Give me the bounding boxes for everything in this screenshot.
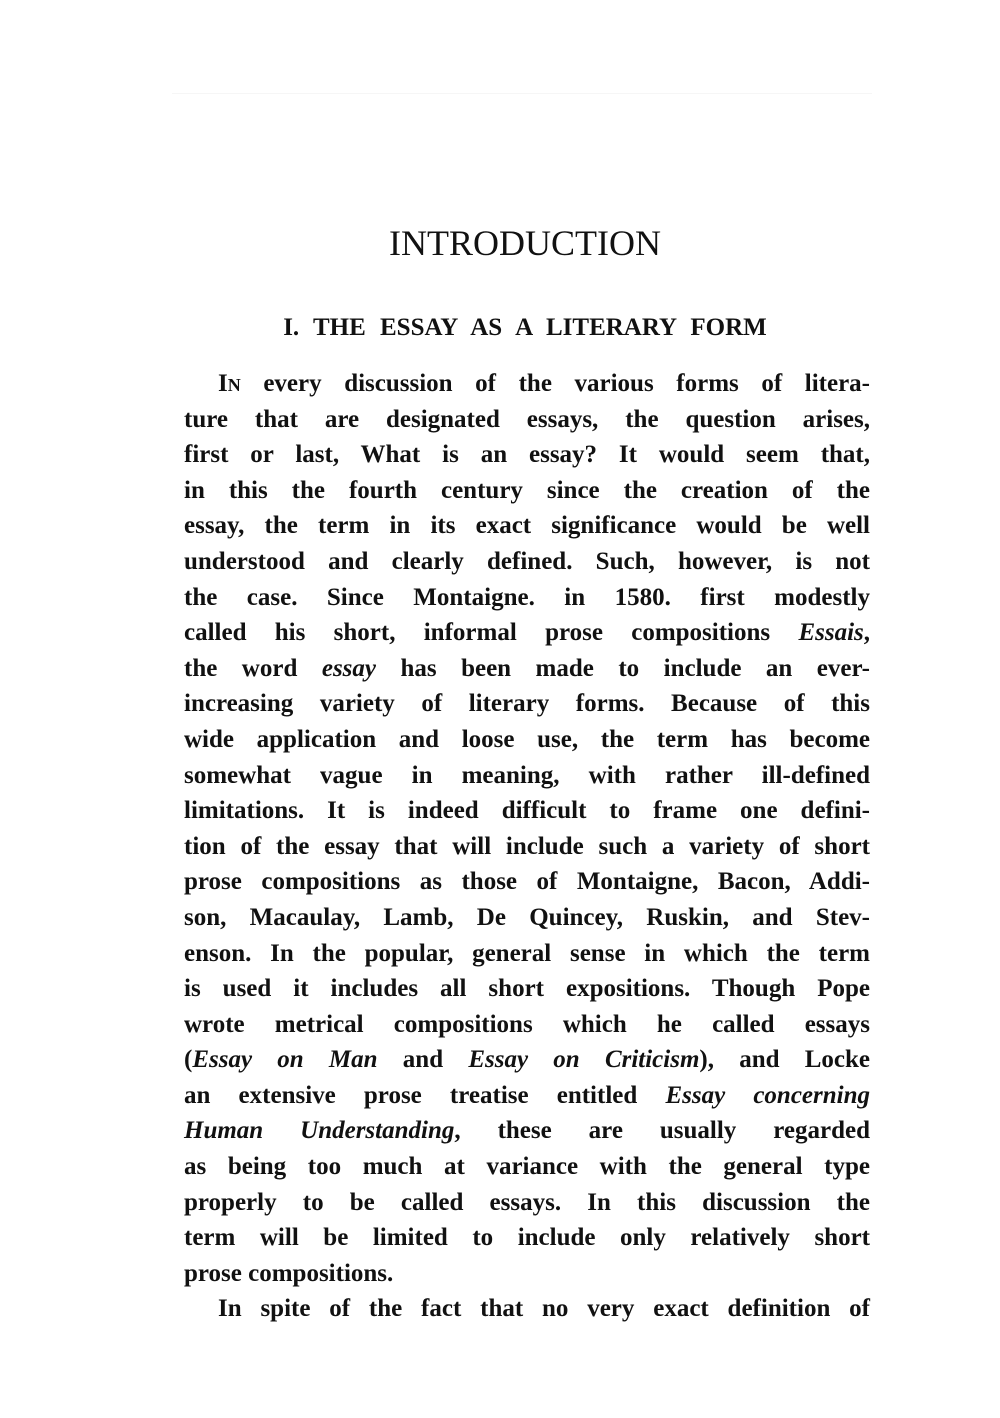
paragraph-line: in this the fourth century since the creation of the bbox=[184, 476, 870, 504]
paragraph-line: tion of the essay that will include such a variety of short bbox=[184, 832, 870, 860]
paragraph-line: understood and clearly defined. Such, however, is not bbox=[184, 547, 870, 575]
paragraph-line: In spite of the fact that no very exact definition of bbox=[218, 1295, 870, 1323]
paragraph-line: properly to be called essays. In this discussion the bbox=[184, 1188, 870, 1216]
small-caps-lead: In bbox=[218, 370, 241, 397]
paragraph-line: term will be limited to include only relatively short bbox=[184, 1224, 870, 1252]
paragraph-line: son, Macaulay, Lamb, De Quincey, Ruskin, and Stev- bbox=[184, 903, 870, 931]
paragraph-line: is used it includes all short expositions. Though Pope bbox=[184, 975, 870, 1003]
paragraph-line: wrote metrical compositions which he called essays bbox=[184, 1010, 870, 1038]
italic-title: Essay concerning bbox=[665, 1081, 870, 1109]
paragraph-line: wide application and loose use, the term has become bbox=[184, 725, 870, 753]
paragraph-line: prose compositions. bbox=[184, 1259, 394, 1287]
paragraph-line: Human Understanding, these are usually regarded bbox=[184, 1117, 870, 1145]
paragraph-line: In every discussion of the various forms of litera- bbox=[218, 370, 870, 397]
paragraph-line: enson. In the popular, general sense in which the term bbox=[184, 939, 870, 967]
italic-term: essay bbox=[321, 654, 376, 682]
section-title: I. THE ESSAY AS A LITERARY FORM bbox=[283, 314, 767, 341]
paragraph-line: increasing variety of literary forms. Because of this bbox=[184, 690, 870, 718]
italic-title: Essais bbox=[798, 619, 864, 647]
paragraph-line: ture that are designated essays, the question arises, bbox=[184, 405, 870, 433]
paragraph-line: essay, the term in its exact significance would be well bbox=[184, 512, 870, 540]
paragraph-line: prose compositions as those of Montaigne, Bacon, Addi- bbox=[184, 868, 870, 896]
paragraph-line: somewhat vague in meaning, with rather ill-defined bbox=[184, 761, 870, 789]
paragraph-line: first or last, What is an essay? It would seem that, bbox=[184, 441, 870, 469]
italic-title: Essay on Criticism bbox=[468, 1046, 700, 1074]
paragraph-line: as being too much at variance with the general type bbox=[184, 1153, 870, 1181]
chapter-title: INTRODUCTION bbox=[389, 223, 661, 263]
scan-artifact-rule bbox=[172, 93, 872, 94]
italic-title: Human Understanding bbox=[184, 1117, 455, 1145]
paragraph-line: an extensive prose treatise entitled Essay concerning bbox=[184, 1081, 870, 1109]
paragraph-line: the case. Since Montaigne. in 1580. first modestly bbox=[184, 583, 870, 611]
paragraph-line: called his short, informal prose compositions Essais, bbox=[184, 619, 870, 647]
paragraph-line: limitations. It is indeed difficult to frame one defini- bbox=[184, 797, 870, 825]
body-text bbox=[184, 366, 870, 1327]
italic-title: Essay on Man bbox=[192, 1046, 378, 1074]
paragraph-line: (Essay on Man and Essay on Criticism), and Locke bbox=[184, 1046, 871, 1074]
paragraph-line: the word essay has been made to include an ever- bbox=[184, 654, 870, 682]
